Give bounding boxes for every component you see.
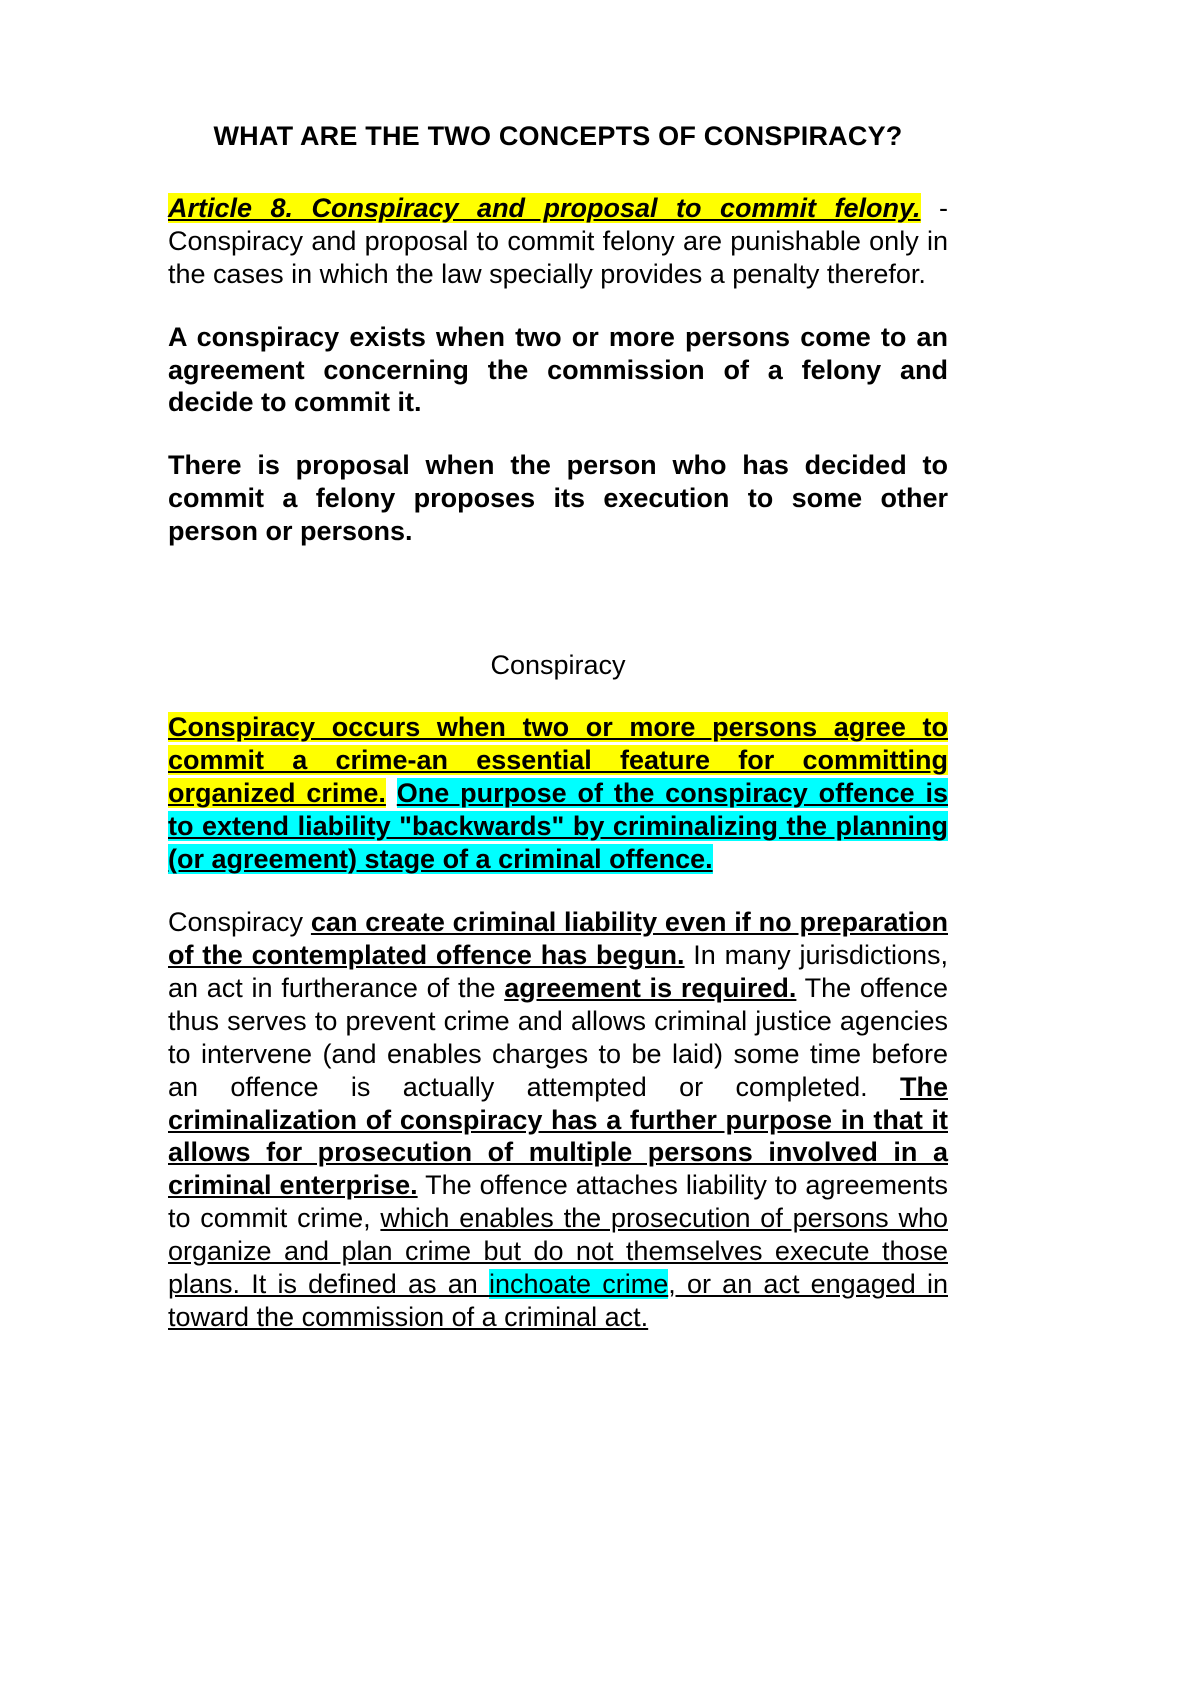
article-dash: - — [920, 192, 948, 223]
body-segment-2: can create criminal liability even if no preparation of the contemplated offence has begun. — [168, 906, 948, 970]
article-paragraph — [168, 192, 948, 291]
highlighted-definition-block — [168, 711, 948, 876]
body-segment-7: The offence attaches liability to agreements to commit crime, — [168, 1170, 948, 1234]
highlight-yellow-text: Conspiracy occurs when two or more persons agree to commit a crime-an essential feature for committing organized crime. — [168, 712, 948, 809]
document-body — [168, 120, 948, 1334]
body-segment-3: In many jurisdictions, an act in furtherance of the — [168, 939, 948, 1003]
body-segment-inchoate-crime: inchoate crime — [488, 1269, 669, 1300]
body-segment-10: , or an act engaged in toward the commission of a criminal act. — [168, 1269, 948, 1333]
body-segment-5: The offence thus serves to prevent crime and allows criminal justice agencies to intervene (and enables charges to be laid) some time before an offence is actually attempted or completed. — [168, 972, 949, 1102]
section-spacer — [168, 578, 948, 650]
highlight-cyan-text: One purpose of the conspiracy offence is to extend liability "backwards" by criminalizing the planning (or agreement) stage of a criminal offence. — [168, 778, 948, 874]
body-segment-1: Conspiracy — [168, 906, 311, 937]
body-segment-6: The criminalization of conspiracy has a further purpose in that it allows for prosecution of multiple persons involved in a criminal enterprise. — [168, 1071, 948, 1201]
body-segment-8: which enables the prosecution of persons who organize and plan crime but do not themselves execute those plans. It is defined as an — [168, 1203, 948, 1300]
article-body: Conspiracy and proposal to commit felony are punishable only in the cases in which the law specially provides a penalty therefor. — [168, 225, 948, 289]
section-heading-conspiracy: Conspiracy — [490, 650, 626, 681]
body-segment-4: agreement is required. — [504, 972, 797, 1003]
main-body-paragraph — [168, 906, 948, 1334]
page-title: WHAT ARE THE TWO CONCEPTS OF CONSPIRACY? — [213, 121, 903, 151]
proposal-definition-paragraph: There is proposal when the person who has decided to commit a felony proposes its execution to some other person or persons. — [168, 450, 948, 547]
article-label: Article 8. Conspiracy and proposal to commit felony. — [168, 192, 921, 223]
conspiracy-definition-paragraph: A conspiracy exists when two or more persons come to an agreement concerning the commission of a felony and decide to commit it. — [168, 321, 948, 418]
